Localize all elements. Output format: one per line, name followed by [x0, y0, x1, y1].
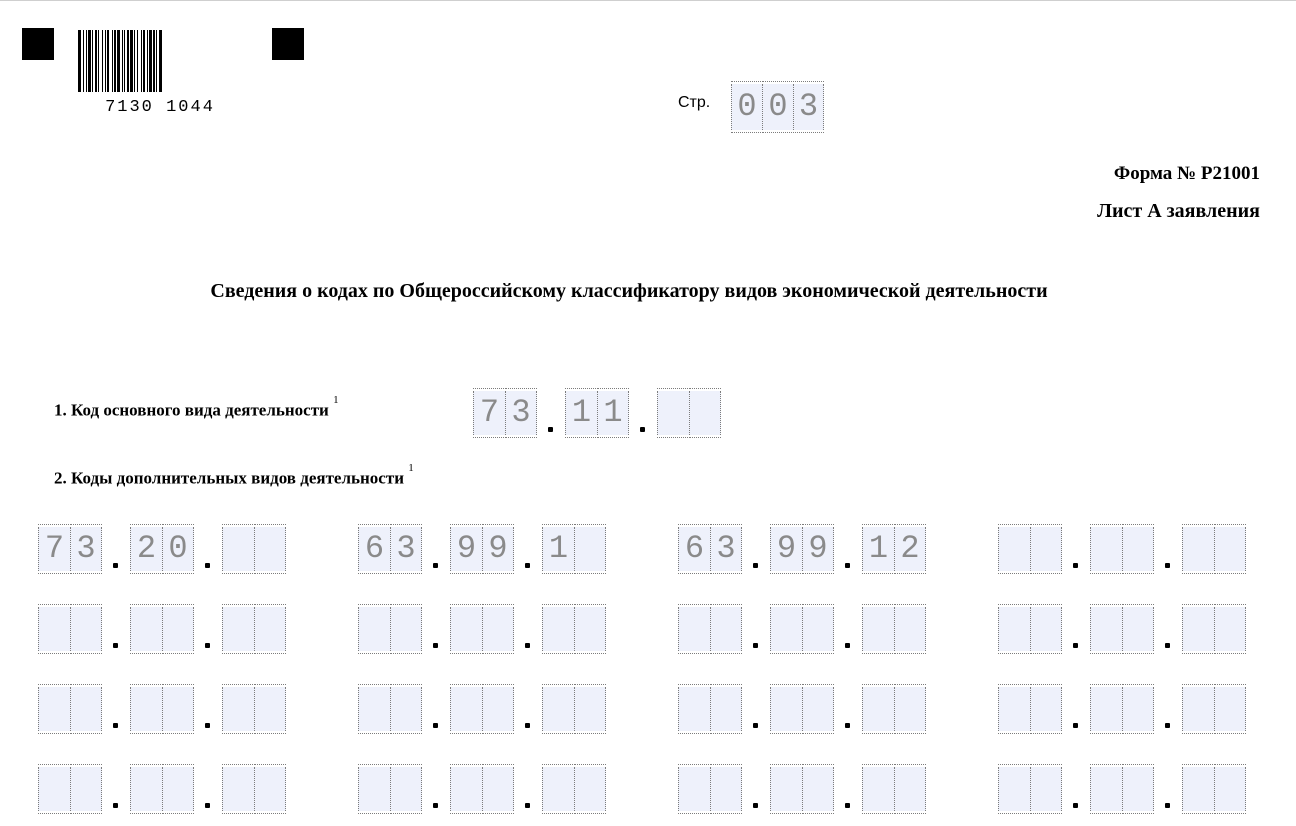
code-separator-dot [525, 803, 530, 808]
code-digit-cell[interactable] [894, 687, 926, 731]
code-digit-cell[interactable] [1182, 527, 1214, 571]
page-digit-cell[interactable]: 0 [731, 84, 762, 130]
top-border [0, 0, 1296, 1]
code-digit-cell[interactable] [1122, 767, 1154, 811]
code-digit-cell[interactable] [358, 607, 390, 651]
code-digit-cell[interactable] [130, 607, 162, 651]
code-group[interactable] [678, 767, 742, 811]
code-group[interactable] [998, 527, 1062, 571]
code-group[interactable] [358, 687, 422, 731]
code-group[interactable] [678, 607, 742, 651]
code-group[interactable] [998, 687, 1062, 731]
code-separator-dot [205, 563, 210, 568]
code-group[interactable] [222, 767, 286, 811]
code-group[interactable] [130, 607, 194, 651]
code-digit-cell[interactable] [802, 607, 834, 651]
code-digit-cell[interactable] [542, 607, 574, 651]
code-separator-dot [1073, 643, 1078, 648]
code-digit-cell[interactable] [574, 607, 606, 651]
code-group[interactable] [542, 687, 606, 731]
code-group[interactable] [130, 767, 194, 811]
code-digit-cell[interactable] [254, 527, 286, 571]
code-digit-cell[interactable] [1214, 527, 1246, 571]
code-digit-cell[interactable] [482, 687, 514, 731]
code-group[interactable] [1090, 527, 1154, 571]
code-digit-cell[interactable] [222, 527, 254, 571]
code-group[interactable] [998, 767, 1062, 811]
code-digit-cell[interactable] [1182, 687, 1214, 731]
code-group[interactable] [450, 527, 514, 571]
code-group[interactable] [450, 767, 514, 811]
code-digit-cell[interactable]: 3 [710, 527, 742, 571]
code-digit-cell[interactable] [358, 687, 390, 731]
code-group[interactable] [473, 391, 537, 435]
code-separator-dot [845, 723, 850, 728]
code-digit-cell[interactable] [678, 607, 710, 651]
code-separator-dot [525, 643, 530, 648]
code-digit-cell[interactable] [390, 687, 422, 731]
code-digit-cell[interactable]: 1 [542, 527, 574, 571]
page-digit-cell[interactable]: 0 [762, 84, 793, 130]
code-digit-cell[interactable]: 1 [597, 391, 629, 435]
code-digit-cell[interactable] [574, 687, 606, 731]
code-group[interactable] [770, 607, 834, 651]
code-digit-cell[interactable] [254, 607, 286, 651]
code-separator-dot [1073, 803, 1078, 808]
code-group[interactable] [770, 687, 834, 731]
code-group[interactable] [862, 607, 926, 651]
code-group[interactable] [450, 687, 514, 731]
code-digit-cell[interactable] [574, 527, 606, 571]
section-main-activity-text: 1. Код основного вида деятельности [54, 400, 329, 420]
code-separator-dot [1073, 723, 1078, 728]
barcode-number: 7130 1044 [105, 98, 215, 117]
code-digit-cell[interactable] [770, 607, 802, 651]
page-label: Стр. [678, 94, 711, 111]
code-digit-cell[interactable] [1090, 687, 1122, 731]
code-digit-cell[interactable] [482, 607, 514, 651]
code-group[interactable] [542, 607, 606, 651]
code-digit-cell[interactable] [222, 767, 254, 811]
code-group[interactable] [998, 607, 1062, 651]
section-main-activity-label [54, 394, 339, 421]
code-digit-cell[interactable] [710, 767, 742, 811]
code-digit-cell[interactable] [542, 767, 574, 811]
code-digit-cell[interactable] [450, 607, 482, 651]
code-digit-cell[interactable] [1030, 687, 1062, 731]
footnote-marker: 1 [408, 462, 414, 474]
code-separator-dot [525, 563, 530, 568]
alignment-marker-left [22, 28, 54, 60]
code-digit-cell[interactable] [1214, 607, 1246, 651]
code-digit-cell[interactable] [710, 687, 742, 731]
code-digit-cell[interactable] [542, 687, 574, 731]
code-group[interactable] [770, 767, 834, 811]
code-group[interactable] [678, 687, 742, 731]
code-digit-cell[interactable] [254, 767, 286, 811]
code-digit-cell[interactable] [1122, 607, 1154, 651]
code-separator-dot [205, 803, 210, 808]
code-digit-cell[interactable] [38, 767, 70, 811]
code-separator-dot [845, 643, 850, 648]
code-group[interactable] [1090, 767, 1154, 811]
code-group[interactable] [130, 527, 194, 571]
code-group[interactable] [1182, 687, 1246, 731]
code-separator-dot [525, 723, 530, 728]
code-digit-cell[interactable] [1090, 607, 1122, 651]
code-group[interactable] [1090, 687, 1154, 731]
code-digit-cell[interactable] [450, 687, 482, 731]
code-separator-dot [845, 563, 850, 568]
code-digit-cell[interactable] [998, 687, 1030, 731]
code-digit-cell[interactable] [862, 687, 894, 731]
code-group[interactable] [450, 607, 514, 651]
code-digit-cell[interactable] [1030, 527, 1062, 571]
code-digit-cell[interactable]: 3 [70, 527, 102, 571]
code-digit-cell[interactable] [38, 607, 70, 651]
code-digit-cell[interactable]: 9 [450, 527, 482, 571]
code-separator-dot [1165, 723, 1170, 728]
page-number-field[interactable] [731, 84, 824, 130]
code-digit-cell[interactable] [70, 767, 102, 811]
code-group[interactable] [1182, 767, 1246, 811]
code-separator-dot [433, 643, 438, 648]
page-digit-cell[interactable]: 3 [793, 84, 824, 130]
code-separator-dot [433, 723, 438, 728]
code-group[interactable] [130, 687, 194, 731]
code-digit-cell[interactable]: 7 [473, 391, 505, 435]
code-separator-dot [205, 643, 210, 648]
sheet-title: Лист А заявления [1097, 200, 1260, 222]
code-group[interactable] [542, 527, 606, 571]
code-digit-cell[interactable] [678, 687, 710, 731]
code-digit-cell[interactable]: 6 [678, 527, 710, 571]
code-separator-dot [753, 803, 758, 808]
code-digit-cell[interactable] [162, 767, 194, 811]
code-digit-cell[interactable] [998, 767, 1030, 811]
code-digit-cell[interactable] [802, 687, 834, 731]
code-digit-cell[interactable] [894, 767, 926, 811]
code-digit-cell[interactable] [894, 607, 926, 651]
code-digit-cell[interactable]: 6 [358, 527, 390, 571]
code-digit-cell[interactable]: 1 [565, 391, 597, 435]
code-group[interactable] [862, 527, 926, 571]
code-group[interactable] [38, 607, 102, 651]
code-digit-cell[interactable] [1122, 687, 1154, 731]
code-group[interactable] [565, 391, 629, 435]
code-digit-cell[interactable] [1182, 767, 1214, 811]
code-digit-cell[interactable]: 2 [894, 527, 926, 571]
code-digit-cell[interactable] [574, 767, 606, 811]
section-additional-activities-label [54, 462, 414, 489]
code-digit-cell[interactable]: 3 [505, 391, 537, 435]
code-digit-cell[interactable] [358, 767, 390, 811]
code-group[interactable] [358, 607, 422, 651]
code-group[interactable] [657, 391, 721, 435]
code-digit-cell[interactable] [998, 607, 1030, 651]
code-separator-dot [205, 723, 210, 728]
code-group[interactable] [38, 527, 102, 571]
code-digit-cell[interactable] [998, 527, 1030, 571]
code-group[interactable] [678, 527, 742, 571]
code-separator-dot [753, 643, 758, 648]
code-digit-cell[interactable] [162, 607, 194, 651]
code-group[interactable] [770, 527, 834, 571]
code-group[interactable] [1090, 607, 1154, 651]
barcode-icon [78, 30, 246, 92]
code-digit-cell[interactable] [1214, 767, 1246, 811]
code-digit-cell[interactable]: 7 [38, 527, 70, 571]
code-digit-cell[interactable] [222, 607, 254, 651]
code-group[interactable] [1182, 607, 1246, 651]
code-separator-dot [113, 643, 118, 648]
code-digit-cell[interactable]: 9 [770, 527, 802, 571]
code-digit-cell[interactable]: 0 [162, 527, 194, 571]
code-separator-dot [640, 427, 645, 432]
code-group[interactable] [222, 687, 286, 731]
code-digit-cell[interactable] [130, 767, 162, 811]
form-number: Форма № Р21001 [1113, 163, 1260, 184]
code-separator-dot [433, 563, 438, 568]
code-digit-cell[interactable] [130, 687, 162, 731]
code-digit-cell[interactable] [678, 767, 710, 811]
code-digit-cell[interactable] [1182, 607, 1214, 651]
code-digit-cell[interactable] [862, 607, 894, 651]
code-digit-cell[interactable] [1214, 687, 1246, 731]
code-digit-cell[interactable]: 3 [390, 527, 422, 571]
code-separator-dot [753, 723, 758, 728]
code-digit-cell[interactable] [710, 607, 742, 651]
code-digit-cell[interactable] [70, 607, 102, 651]
code-group[interactable] [38, 687, 102, 731]
code-digit-cell[interactable] [70, 687, 102, 731]
code-digit-cell[interactable]: 2 [130, 527, 162, 571]
code-group[interactable] [542, 767, 606, 811]
code-digit-cell[interactable] [770, 767, 802, 811]
code-group[interactable] [38, 767, 102, 811]
code-group[interactable] [358, 767, 422, 811]
code-digit-cell[interactable] [657, 391, 689, 435]
code-group[interactable] [222, 607, 286, 651]
section-additional-activities-text: 2. Коды дополнительных видов деятельности [54, 468, 404, 488]
code-group[interactable] [862, 687, 926, 731]
code-digit-cell[interactable] [254, 687, 286, 731]
code-separator-dot [1165, 803, 1170, 808]
code-digit-cell[interactable]: 9 [802, 527, 834, 571]
code-digit-cell[interactable]: 1 [862, 527, 894, 571]
code-digit-cell[interactable] [390, 767, 422, 811]
code-separator-dot [113, 803, 118, 808]
code-digit-cell[interactable] [390, 607, 422, 651]
code-digit-cell[interactable] [482, 767, 514, 811]
code-digit-cell[interactable] [1030, 607, 1062, 651]
alignment-marker-right [272, 28, 304, 60]
code-group[interactable] [862, 767, 926, 811]
code-separator-dot [548, 427, 553, 432]
code-separator-dot [1165, 563, 1170, 568]
code-digit-cell[interactable] [222, 687, 254, 731]
code-digit-cell[interactable] [162, 687, 194, 731]
code-digit-cell[interactable] [450, 767, 482, 811]
code-separator-dot [845, 803, 850, 808]
code-separator-dot [113, 723, 118, 728]
code-digit-cell[interactable] [1030, 767, 1062, 811]
code-group[interactable] [222, 527, 286, 571]
code-separator-dot [113, 563, 118, 568]
code-digit-cell[interactable] [1090, 767, 1122, 811]
code-group[interactable] [358, 527, 422, 571]
code-group[interactable] [1182, 527, 1246, 571]
code-separator-dot [1165, 643, 1170, 648]
code-digit-cell[interactable] [862, 767, 894, 811]
page-heading: Сведения о кодах по Общероссийскому классификатору видов экономической деятельности [210, 280, 1048, 302]
code-digit-cell[interactable] [802, 767, 834, 811]
code-separator-dot [433, 803, 438, 808]
code-separator-dot [1073, 563, 1078, 568]
code-separator-dot [753, 563, 758, 568]
code-digit-cell[interactable] [689, 391, 721, 435]
code-digit-cell[interactable]: 9 [482, 527, 514, 571]
code-digit-cell[interactable] [1090, 527, 1122, 571]
footnote-marker: 1 [333, 394, 339, 406]
code-digit-cell[interactable] [1122, 527, 1154, 571]
code-digit-cell[interactable] [38, 687, 70, 731]
code-digit-cell[interactable] [770, 687, 802, 731]
